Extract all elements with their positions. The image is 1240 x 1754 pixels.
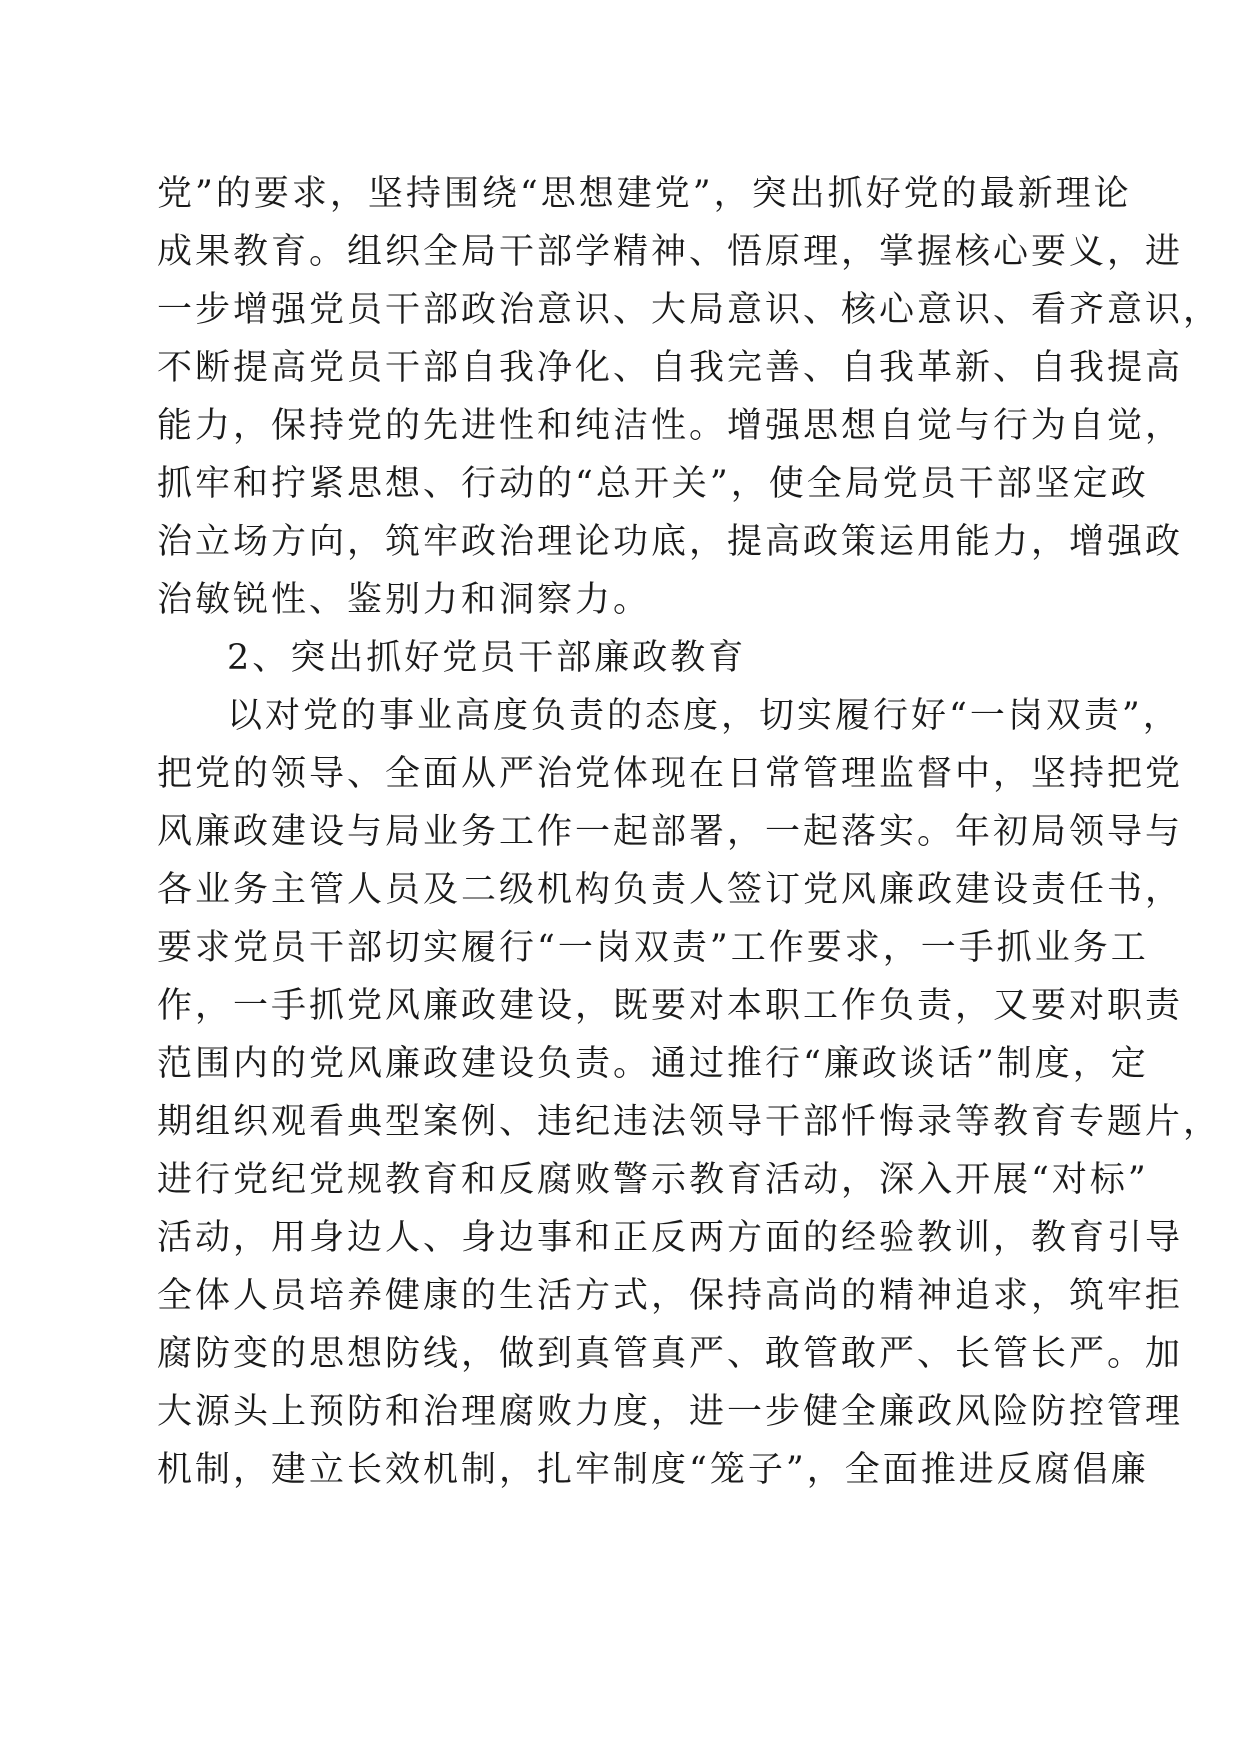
paragraph-line: 进行党纪党规教育和反腐败警示教育活动，深入开展“对标” (157, 1160, 1149, 1200)
section-heading: 2、突出抓好党员干部廉政教育 (227, 638, 747, 678)
paragraph-line: 以对党的事业高度负责的态度，切实履行好“一岗双责”， (227, 696, 1181, 736)
paragraph-line: 范围内的党风廉政建设负责。通过推行“廉政谈话”制度，定 (157, 1044, 1149, 1084)
paragraph-line: 治敏锐性、鉴别力和洞察力。 (157, 580, 652, 620)
paragraph-line: 活动，用身边人、身边事和正反两方面的经验教训，教育引导 (157, 1218, 1184, 1258)
paragraph-line: 能力，保持党的先进性和纯洁性。增强思想自觉与行为自觉， (157, 406, 1184, 446)
paragraph-line: 大源头上预防和治理腐败力度，进一步健全廉政风险防控管理 (157, 1392, 1184, 1432)
paragraph-line: 机制，建立长效机制，扎牢制度“笼子”，全面推进反腐倡廉 (157, 1450, 1149, 1490)
paragraph-line: 各业务主管人员及二级机构负责人签订党风廉政建设责任书， (157, 870, 1184, 910)
paragraph-line: 风廉政建设与局业务工作一起部署，一起落实。年初局领导与 (157, 812, 1184, 852)
paragraph-line: 党”的要求，坚持围绕“思想建党”，突出抓好党的最新理论 (157, 174, 1132, 214)
paragraph-line: 全体人员培养健康的生活方式，保持高尚的精神追求，筑牢拒 (157, 1276, 1184, 1316)
paragraph-line: 作，一手抓党风廉政建设，既要对本职工作负责，又要对职责 (157, 986, 1184, 1026)
paragraph-line: 期组织观看典型案例、违纪违法领导干部忏悔录等教育专题片， (157, 1102, 1222, 1142)
paragraph-line: 把党的领导、全面从严治党体现在日常管理监督中，坚持把党 (157, 754, 1184, 794)
paragraph-line: 一步增强党员干部政治意识、大局意识、核心意识、看齐意识， (157, 290, 1222, 330)
paragraph-line: 治立场方向，筑牢政治理论功底，提高政策运用能力，增强政 (157, 522, 1184, 562)
paragraph-line: 要求党员干部切实履行“一岗双责”工作要求，一手抓业务工 (157, 928, 1149, 968)
paragraph-line: 抓牢和拧紧思想、行动的“总开关”，使全局党员干部坚定政 (157, 464, 1149, 504)
paragraph-line: 不断提高党员干部自我净化、自我完善、自我革新、自我提高 (157, 348, 1184, 388)
paragraph-line: 成果教育。组织全局干部学精神、悟原理，掌握核心要义，进 (157, 232, 1184, 272)
paragraph-line: 腐防变的思想防线，做到真管真严、敢管敢严、长管长严。加 (157, 1334, 1184, 1374)
